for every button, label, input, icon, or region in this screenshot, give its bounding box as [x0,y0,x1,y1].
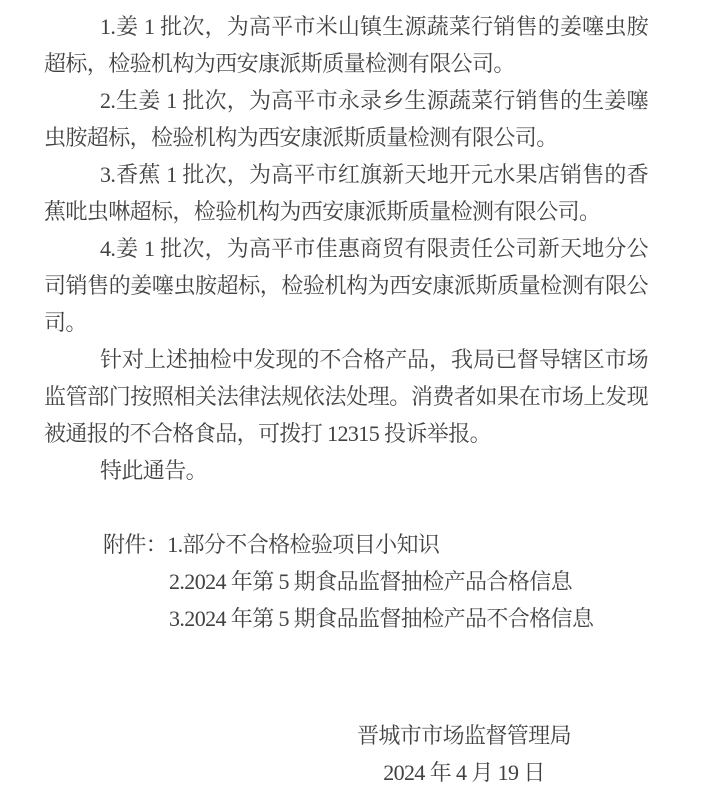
attachment-row [44,600,648,637]
attachments-label: 附件： [103,532,168,557]
attachment-item-2: 2.2024 年第 5 期食品监督抽检产品合格信息 [169,569,573,594]
paragraph-item-3: 3.香蕉 1 批次，为高平市红旗新天地开元水果店销售的香蕉吡虫啉超标，检验机构为西安康派斯质量检测有限公司。 [44,162,648,224]
issuer-name: 晋城市市场监督管理局 [356,723,571,748]
paragraph-item-4: 4.姜 1 批次，为高平市佳惠商贸有限责任公司新天地分公司销售的姜噻虫胺超标，检验机构为西安康派斯质量检测有限公司。 [44,236,648,335]
paragraph-handling-notice: 针对上述抽检中发现的不合格产品，我局已督导辖区市场监管部门按照相关法律法规依法处理。消费者如果在市场上发现被通报的不合格食品，可拨打 12315 投诉举报。 [44,347,648,446]
signature-block [314,717,614,791]
paragraph-item-2: 2.生姜 1 批次，为高平市永录乡生源蔬菜行销售的生姜噻虫胺超标，检验机构为西安康派斯质量检测有限公司。 [44,88,648,150]
attachment-row [44,563,648,600]
attachment-row [44,526,648,563]
paragraph-item-1: 1.姜 1 批次，为高平市米山镇生源蔬菜行销售的姜噻虫胺超标，检验机构为西安康派斯质量检测有限公司。 [44,14,648,76]
issue-date: 2024 年 4 月 19 日 [383,760,545,785]
paragraph-closing: 特此通告。 [100,458,208,483]
attachment-item-1: 1.部分不合格检验项目小知识 [167,532,440,557]
document-body [44,8,648,791]
attachment-item-3: 3.2024 年第 5 期食品监督抽检产品不合格信息 [169,606,594,631]
attachments-section [44,526,648,637]
